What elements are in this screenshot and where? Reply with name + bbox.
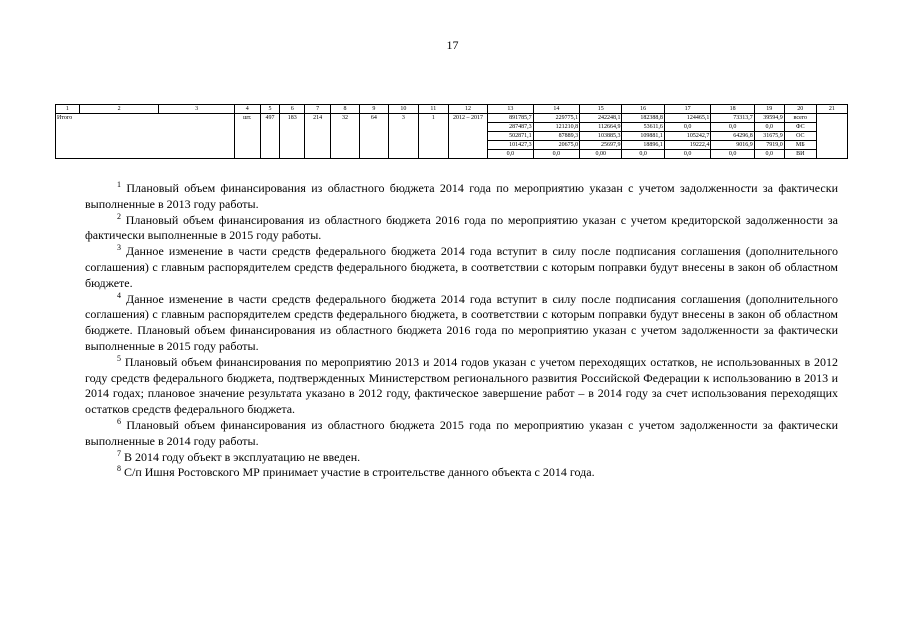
footnote-text: С/п Ишня Ростовского МР принимает участие в строительстве данного объекта с 2014 года. xyxy=(124,465,595,480)
table-cell: 287487,3 xyxy=(488,123,533,132)
table-cell: 183 xyxy=(280,114,305,159)
footnote-text: Плановый объем финансирования из областного бюджета 2014 года по мероприятию указан с учетом задолженности за фактически выполненные в 2013 году работы. xyxy=(85,181,838,211)
table-cell: 73313,7 xyxy=(711,114,754,123)
footnote xyxy=(85,213,838,245)
table-cell: 3 xyxy=(388,114,418,159)
table-cell: 87889,3 xyxy=(533,132,580,141)
source-cell: всего xyxy=(784,114,816,123)
page-number: 17 xyxy=(446,38,459,52)
table-cell: 0,0 xyxy=(711,123,754,132)
header-cell: 13 xyxy=(488,105,533,114)
footnote xyxy=(85,465,838,481)
table-cell: 105242,7 xyxy=(664,132,711,141)
empty-cell xyxy=(816,114,847,159)
row-label-cell: Итого xyxy=(56,114,235,159)
footnote-number: 7 xyxy=(117,448,121,458)
table-cell: 112664,9 xyxy=(580,123,622,132)
table-cell: 0,0 xyxy=(664,150,711,159)
footnote-text: Плановый объем финансирования по мероприятию 2013 и 2014 годов указан с учетом переходящих остатков, не использованных в 2012 году средств федерального бюджета, подтвержденных Министерством регионального развития Российской Федерации к использованию в 2013 и 2014 годах; плановое значение результата указано в 2012 году, фактическое завершение работ – в 2014 году за счет использования переходящих остатков средств федерального бюджета. xyxy=(85,354,839,417)
table-cell: 25697,9 xyxy=(580,141,622,150)
header-cell: 21 xyxy=(816,105,847,114)
table-cell: 1 xyxy=(418,114,448,159)
header-cell: 19 xyxy=(754,105,784,114)
footnote-text: В 2014 году объект в эксплуатацию не введен. xyxy=(124,449,361,464)
footnote xyxy=(85,292,838,355)
period-cell: 2012 – 2017 xyxy=(448,114,487,159)
table-cell: 64296,8 xyxy=(711,132,754,141)
header-cell: 5 xyxy=(260,105,280,114)
footnote xyxy=(85,355,838,418)
header-cell: 3 xyxy=(159,105,234,114)
header-cell: 11 xyxy=(418,105,448,114)
header-cell: 2 xyxy=(79,105,159,114)
table-cell: 242248,1 xyxy=(580,114,622,123)
table-cell: 0,0 xyxy=(711,150,754,159)
table-cell: 39594,9 xyxy=(754,114,784,123)
table-cell: 0,0 xyxy=(488,150,533,159)
table-cell: 124465,1 xyxy=(664,114,711,123)
table-cell: 53611,6 xyxy=(622,123,664,132)
footnote xyxy=(85,418,838,450)
footnote-number: 4 xyxy=(117,290,121,300)
footnote-text: Плановый объем финансирования из областного бюджета 2015 года по мероприятию указан с учетом задолженности за фактически выполненные в 2014 году работы. xyxy=(85,417,838,448)
footnote-number: 5 xyxy=(117,353,121,363)
header-cell: 9 xyxy=(359,105,388,114)
footnote-text: Данное изменение в части средств федерального бюджета 2014 года вступит в силу после подписания соглашения (дополнительного соглашения) с главным распорядителем средств федерального бюджета, в соответствии с которым поправки будут внесены в закон об областном бюджете. Плановый объем финансирования из областного бюджета 2016 года по мероприятию указан с учетом задолженности за фактически выполненные в 2015 году работы. xyxy=(85,291,839,353)
header-cell: 17 xyxy=(664,105,711,114)
source-cell: ФС xyxy=(784,123,816,132)
table-cell: 121210,8 xyxy=(533,123,580,132)
source-cell: ВИ xyxy=(784,150,816,159)
table-cell: 182388,8 xyxy=(622,114,664,123)
footnote-text: Плановый объем финансирования из областного бюджета 2016 года по мероприятию указан с учетом кредиторской задолженности за фактически выполненные в 2015 году работы. xyxy=(85,212,839,243)
footnote-number: 3 xyxy=(117,243,121,253)
table-cell: 0,0 xyxy=(754,123,784,132)
table-cell: 64 xyxy=(359,114,388,159)
header-cell: 6 xyxy=(280,105,305,114)
header-cell: 15 xyxy=(580,105,622,114)
table-cell: 0,0 xyxy=(664,123,711,132)
table-cell: 0,0 xyxy=(533,150,580,159)
header-cell: 14 xyxy=(533,105,580,114)
header-cell: 1 xyxy=(56,105,80,114)
header-cell: 4 xyxy=(234,105,260,114)
table-cell: 0,00 xyxy=(580,150,622,159)
footnote xyxy=(85,244,838,291)
table-cell: 20675,0 xyxy=(533,141,580,150)
table-cell: 497 xyxy=(260,114,280,159)
header-cell: 16 xyxy=(622,105,664,114)
footnote-number: 1 xyxy=(117,180,121,189)
table-cell: 19222,4 xyxy=(664,141,711,150)
table-cell: 891785,7 xyxy=(488,114,533,123)
table-cell: 7919,0 xyxy=(754,141,784,150)
summary-table xyxy=(55,104,848,159)
table-cell: 109881,1 xyxy=(622,132,664,141)
table-cell: 214 xyxy=(305,114,331,159)
table-cell: 0,0 xyxy=(622,150,664,159)
source-cell: ОС xyxy=(784,132,816,141)
table-cell: 101427,3 xyxy=(488,141,533,150)
table-row xyxy=(56,114,848,123)
table-cell: 0,0 xyxy=(754,150,784,159)
header-cell: 18 xyxy=(711,105,754,114)
table-cell: 32 xyxy=(330,114,359,159)
unit-cell: шт. xyxy=(234,114,260,159)
footnotes xyxy=(85,181,838,481)
footnote-number: 2 xyxy=(117,211,121,221)
footnote xyxy=(85,450,838,466)
header-cell: 12 xyxy=(448,105,487,114)
footnote-number: 8 xyxy=(117,464,121,474)
table-header-row xyxy=(56,105,848,114)
footnote-text: Данное изменение в части средств федерального бюджета 2014 года вступит в силу после подписания соглашения (дополнительного соглашения) с главным распорядителем средств федерального бюджета, в соответствии с которым поправки будут внесены в закон об областном бюджете. xyxy=(85,244,839,290)
table-cell: 103885,3 xyxy=(580,132,622,141)
source-cell: МБ xyxy=(784,141,816,150)
footnote-number: 6 xyxy=(117,416,121,426)
footnote xyxy=(85,181,838,213)
header-cell: 20 xyxy=(784,105,816,114)
header-cell: 10 xyxy=(388,105,418,114)
header-cell: 8 xyxy=(330,105,359,114)
table-cell: 502871,1 xyxy=(488,132,533,141)
table-cell: 18896,1 xyxy=(622,141,664,150)
table-cell: 9016,9 xyxy=(711,141,754,150)
table-cell: 31675,9 xyxy=(754,132,784,141)
header-cell: 7 xyxy=(305,105,331,114)
table-cell: 229775,1 xyxy=(533,114,580,123)
